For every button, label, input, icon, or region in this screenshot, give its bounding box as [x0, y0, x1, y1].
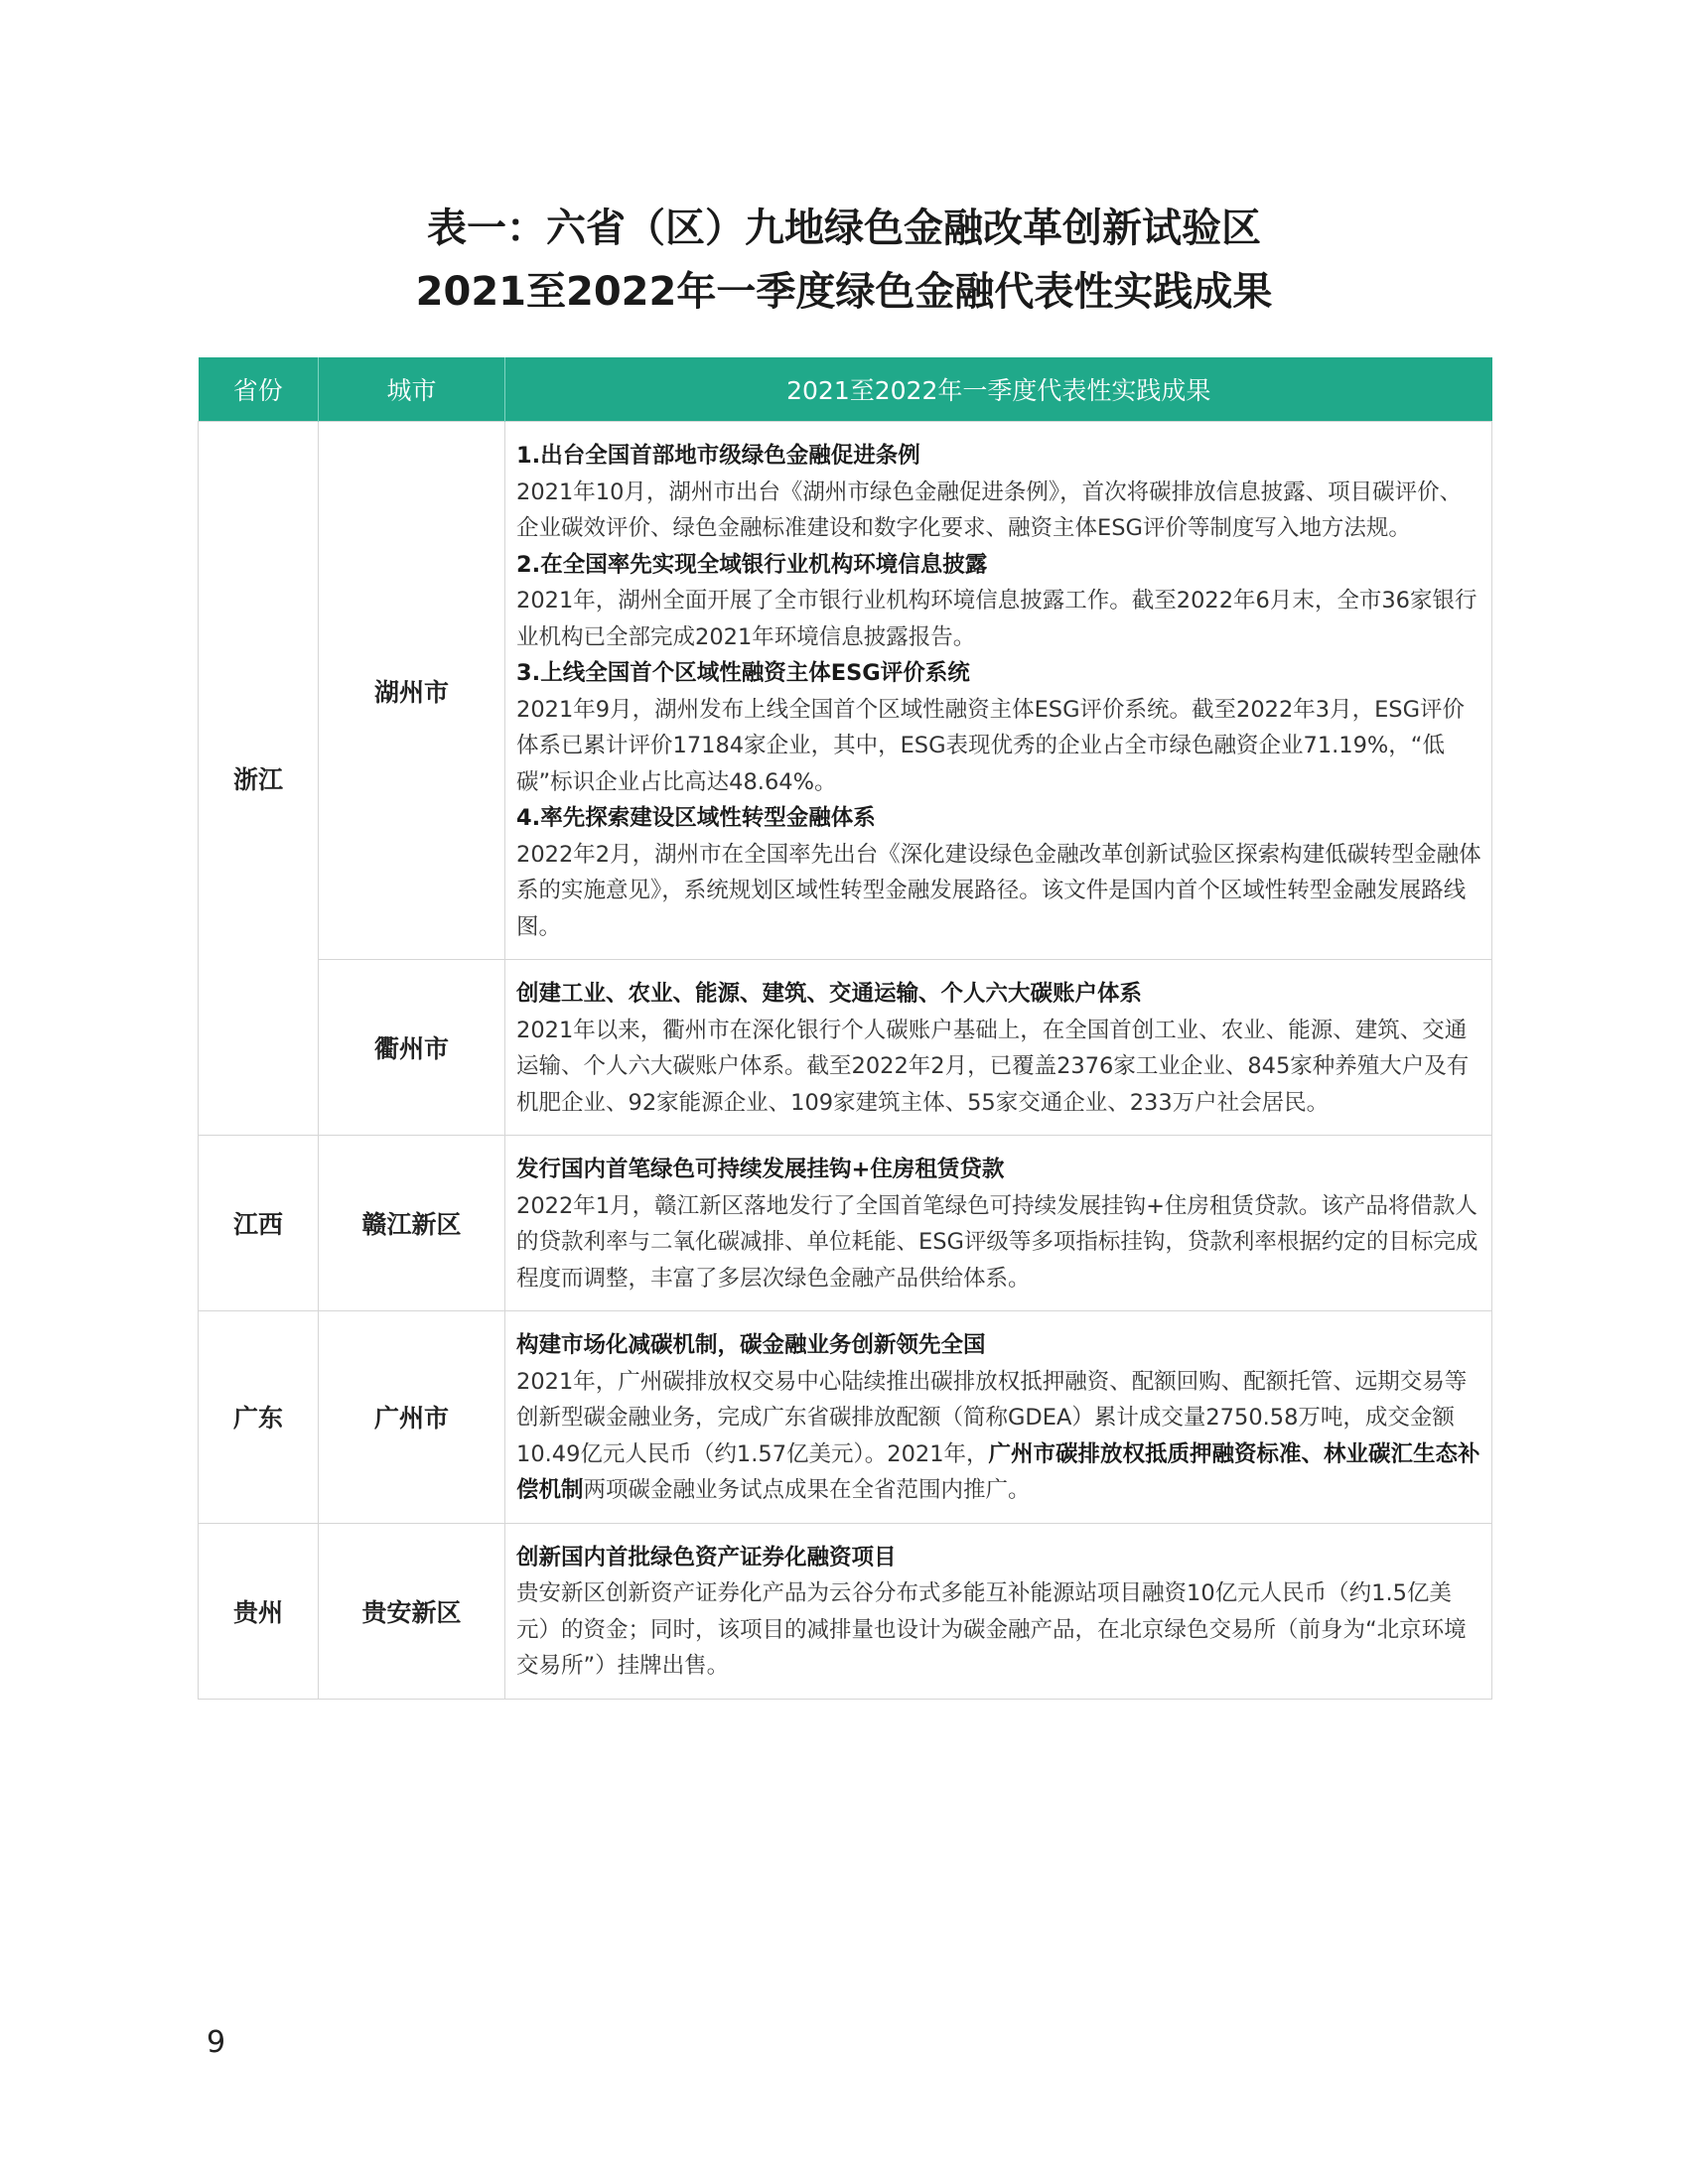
results-cell: [505, 1523, 1492, 1699]
city-cell: 广州市: [319, 1311, 505, 1524]
table-row: [199, 422, 1492, 960]
item-body: 2021年，湖州全面开展了全市银行业机构环境信息披露工作。截至2022年6月末，全市36家银行业机构已全部完成2021年环境信息披露报告。: [516, 588, 1477, 650]
item-body: 2022年2月，湖州市在全国率先出台《深化建设绿色金融改革创新试验区探索构建低碳转型金融体系的实施意见》，系统规划区域性转型金融发展路径。该文件是国内首个区域性转型金融发展路线图。: [516, 841, 1481, 940]
table-row: [199, 1523, 1492, 1699]
table-row: [199, 960, 1492, 1136]
province-cell: 浙江: [199, 422, 319, 1136]
results-cell: [505, 1311, 1492, 1524]
table-row: [199, 1311, 1492, 1524]
item-body: 2021年9月，湖州发布上线全国首个区域性融资主体ESG评价系统。截至2022年3月，ESG评价体系已累计评价17184家企业，其中，ESG表现优秀的企业占全市绿色融资企业71.19%，“低碳”标识企业占比高达48.64%。: [516, 696, 1466, 795]
page-number: 9: [207, 2025, 226, 2060]
header-results: 2021至2022年一季度代表性实践成果: [505, 357, 1492, 422]
item-body: 贵安新区创新资产证券化产品为云谷分布式多能互补能源站项目融资10亿元人民币（约1.5亿美元）的资金；同时，该项目的减排量也设计为碳金融产品，在北京绿色交易所（前身为“北京环境交易所”）挂牌出售。: [516, 1580, 1467, 1679]
practice-table: [198, 357, 1492, 1700]
results-cell: [505, 960, 1492, 1136]
item-body: 2021年以来，衢州市在深化银行个人碳账户基础上，在全国首创工业、农业、能源、建筑、交通运输、个人六大碳账户体系。截至2022年2月，已覆盖2376家工业企业、845家种养殖大户及有机肥企业、92家能源企业、109家建筑主体、55家交通企业、233万户社会居民。: [516, 1017, 1470, 1116]
results-cell: [505, 422, 1492, 960]
table-row: [199, 1136, 1492, 1311]
city-cell: 贵安新区: [319, 1523, 505, 1699]
item-body-bold: 广州市碳排放权抵质押融资标准、林业碳汇生态补偿机制: [516, 1440, 1480, 1503]
item-body-text: 2021年，广州碳排放权交易中心陆续推出碳排放权抵押融资、配额回购、配额托管、远期交易等创新型碳金融业务，完成广东省碳排放配额（简称GDEA）累计成交量2750.58万吨，成交金额10.49亿元人民币（约1.57亿美元）。2021年，: [516, 1368, 1468, 1467]
item-body-tail: 两项碳金融业务试点成果在全省范围内推广。: [583, 1477, 1031, 1503]
header-city: 城市: [319, 357, 505, 422]
item-title: 3.上线全国首个区域性融资主体ESG评价系统: [516, 660, 970, 686]
results-cell: [505, 1136, 1492, 1311]
title-line-1: 表一：六省（区）九地绿色金融改革创新试验区: [427, 205, 1261, 251]
item-title: 发行国内首笔绿色可持续发展挂钩+住房租赁贷款: [516, 1157, 1005, 1182]
province-cell: 广东: [199, 1311, 319, 1524]
item-title: 4.率先探索建设区域性转型金融体系: [516, 805, 876, 831]
city-cell: 赣江新区: [319, 1136, 505, 1311]
province-cell: 江西: [199, 1136, 319, 1311]
item-title: 创新国内首批绿色资产证券化融资项目: [516, 1544, 897, 1570]
table-header-row: [199, 357, 1492, 422]
item-title: 创建工业、农业、能源、建筑、交通运输、个人六大碳账户体系: [516, 981, 1143, 1007]
header-province: 省份: [199, 357, 319, 422]
province-cell: 贵州: [199, 1523, 319, 1699]
item-title: 构建市场化减碳机制，碳金融业务创新领先全国: [516, 1332, 986, 1358]
item-title: 2.在全国率先实现全域银行业机构环境信息披露: [516, 551, 988, 578]
city-cell: 衢州市: [319, 960, 505, 1136]
item-body: 2022年1月，赣江新区落地发行了全国首笔绿色可持续发展挂钩+住房租赁贷款。该产品将借款人的贷款利率与二氧化碳减排、单位耗能、ESG评级等多项指标挂钩，贷款利率根据约定的目标完成程度而调整，丰富了多层次绿色金融产品供给体系。: [516, 1192, 1478, 1292]
item-title: 1.出台全国首部地市级绿色金融促进条例: [516, 443, 920, 469]
title-line-2: 2021至2022年一季度绿色金融代表性实践成果: [415, 269, 1273, 315]
page-title: [0, 197, 1688, 324]
item-body: 2021年10月，湖州市出台《湖州市绿色金融促进条例》，首次将碳排放信息披露、项目碳评价、企业碳效评价、绿色金融标准建设和数字化要求、融资主体ESG评价等制度写入地方法规。: [516, 478, 1463, 541]
city-cell: 湖州市: [319, 422, 505, 960]
item-body: [516, 1364, 1481, 1509]
